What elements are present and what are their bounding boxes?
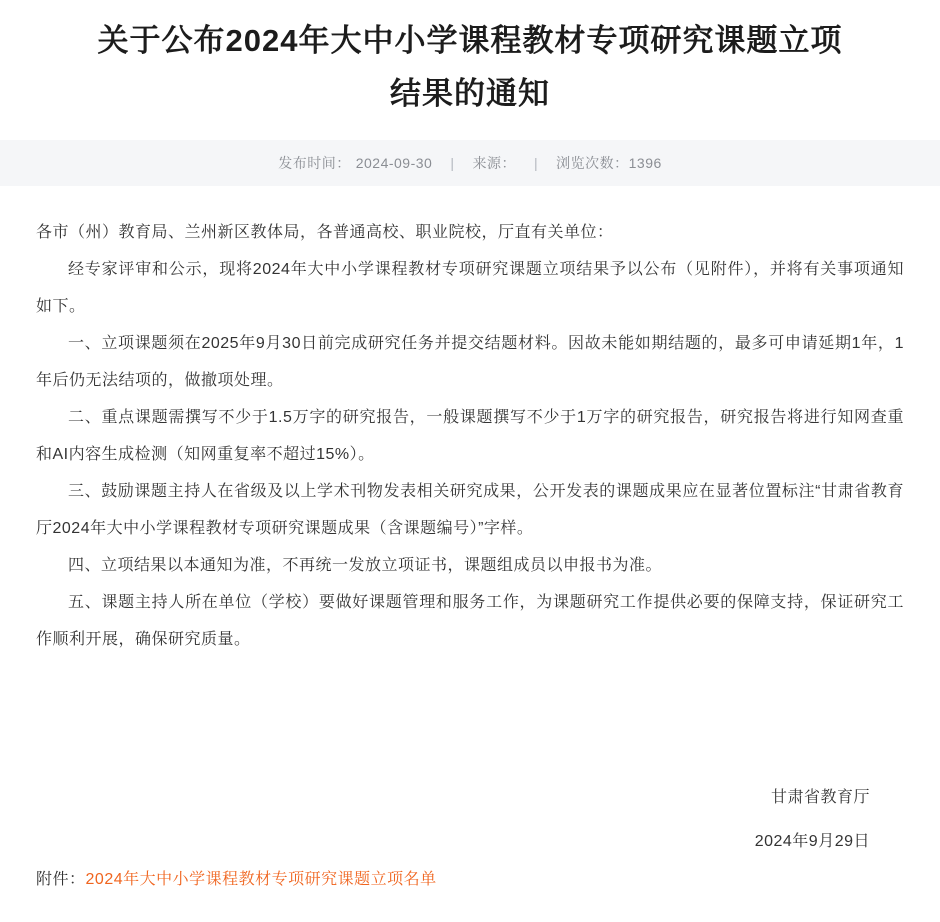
- notice-page: [0, 14, 940, 922]
- paragraph-1: 经专家评审和公示，现将2024年大中小学课程教材专项研究课题立项结果予以公布（见附件），并将有关事项通知如下。: [36, 261, 904, 315]
- publish-time-value: 2024-09-30: [355, 155, 433, 171]
- page-title: [40, 14, 900, 120]
- views-value: 1396: [628, 155, 662, 171]
- attachment-link[interactable]: 2024年大中小学课程教材专项研究课题立项名单: [85, 871, 437, 888]
- signature-date: 2024年9月29日: [754, 833, 870, 850]
- publish-time-label: 发布时间：: [278, 155, 351, 171]
- page-title-line-1: 关于公布2024年大中小学课程教材专项研究课题立项: [97, 23, 843, 58]
- paragraph-3: 二、重点课题需撰写不少于1.5万字的研究报告，一般课题撰写不少于1万字的研究报告，研究报告将进行知网查重和AI内容生成检测（知网重复率不超过15%）。: [36, 409, 904, 463]
- meta-separator: |: [533, 155, 539, 171]
- attachment-row: [0, 866, 940, 894]
- paragraph-5: 四、立项结果以本通知为准，不再统一发放立项证书，课题组成员以申报书为准。: [68, 557, 663, 574]
- salutation: 各市（州）教育局、兰州新区教体局，各普通高校、职业院校，厅直有关单位：: [36, 224, 614, 241]
- meta-separator: |: [450, 155, 455, 171]
- meta-bar: [0, 140, 940, 186]
- signature-block: [0, 776, 940, 864]
- attachment-label: 附件：: [36, 871, 86, 888]
- page-title-line-2: 结果的通知: [390, 76, 550, 111]
- paragraph-2: 一、立项课题须在2025年9月30日前完成研究任务并提交结题材料。因故未能如期结题的，最多可申请延期1年，1年后仍无法结项的，做撤项处理。: [36, 335, 904, 389]
- notice-body: [0, 186, 940, 658]
- source-label: 来源：: [472, 155, 516, 171]
- paragraph-4: 三、鼓励课题主持人在省级及以上学术刊物发表相关研究成果，公开发表的课题成果应在显著位置标注“甘肃省教育厅2024年大中小学课程教材专项研究课题成果（含课题编号）”字样。: [36, 483, 904, 537]
- views-label: 浏览次数：: [556, 155, 629, 171]
- signature-org: 甘肃省教育厅: [770, 789, 870, 806]
- paragraph-6: 五、课题主持人所在单位（学校）要做好课题管理和服务工作，为课题研究工作提供必要的保障支持，保证研究工作顺利开展，确保研究质量。: [36, 594, 904, 648]
